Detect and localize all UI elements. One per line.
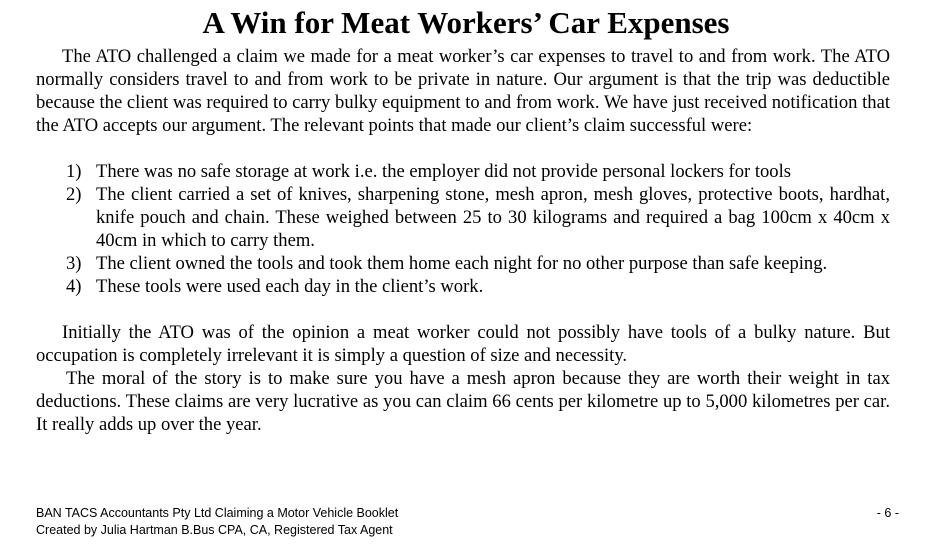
list-item-text: These tools were used each day in the client’s work.	[96, 276, 484, 297]
list-item	[36, 252, 890, 275]
list-item-number: 2)	[66, 184, 82, 205]
list-item-text: The client owned the tools and took them home each night for no other purpose than safe keeping.	[96, 253, 828, 274]
footer-booklet-title: BAN TACS Accountants Pty Ltd Claiming a Motor Vehicle Booklet	[36, 506, 399, 520]
list-item-number: 3)	[66, 253, 82, 274]
list-item-text: There was no safe storage at work i.e. the employer did not provide personal lockers for tools	[96, 161, 791, 182]
footer	[36, 505, 398, 539]
list-item-number: 1)	[66, 161, 82, 182]
list-item	[36, 275, 890, 298]
list-item	[36, 183, 890, 252]
occupation-paragraph: Initially the ATO was of the opinion a meat worker could not possibly have tools of a bulky nature. But occupation is completely irrelevant it is simply a question of size and necessity.	[36, 322, 890, 366]
footer-author: Created by Julia Hartman B.Bus CPA, CA, Registered Tax Agent	[36, 523, 393, 537]
intro-paragraph: The ATO challenged a claim we made for a meat worker’s car expenses to travel to and from work. The ATO normally considers travel to and from work to be private in nature. Our argument is that the trip was deductible because the client was required to carry bulky equipment to and from work. We have just received notification that the ATO accepts our argument. The relevant points that made our client’s claim successful were:	[36, 46, 890, 136]
list-item	[36, 160, 890, 183]
page-number: - 6 -	[876, 506, 899, 520]
list-item-text: The client carried a set of knives, sharpening stone, mesh apron, mesh gloves, protective boots, hardhat, knife pouch and chain. These weighed between 25 to 30 kilograms and required a bag 100cm x 40cm x 40cm in which to carry them.	[96, 184, 890, 251]
points-list	[36, 160, 890, 298]
list-item-number: 4)	[66, 276, 82, 297]
page-title: A Win for Meat Workers’ Car Expenses	[202, 5, 730, 40]
moral-paragraph: The moral of the story is to make sure you have a mesh apron because they are worth their weight in tax deductions. These claims are very lucrative as you can claim 66 cents per kilometre up to 5,000 kilometres per car. It really adds up over the year.	[36, 368, 890, 435]
